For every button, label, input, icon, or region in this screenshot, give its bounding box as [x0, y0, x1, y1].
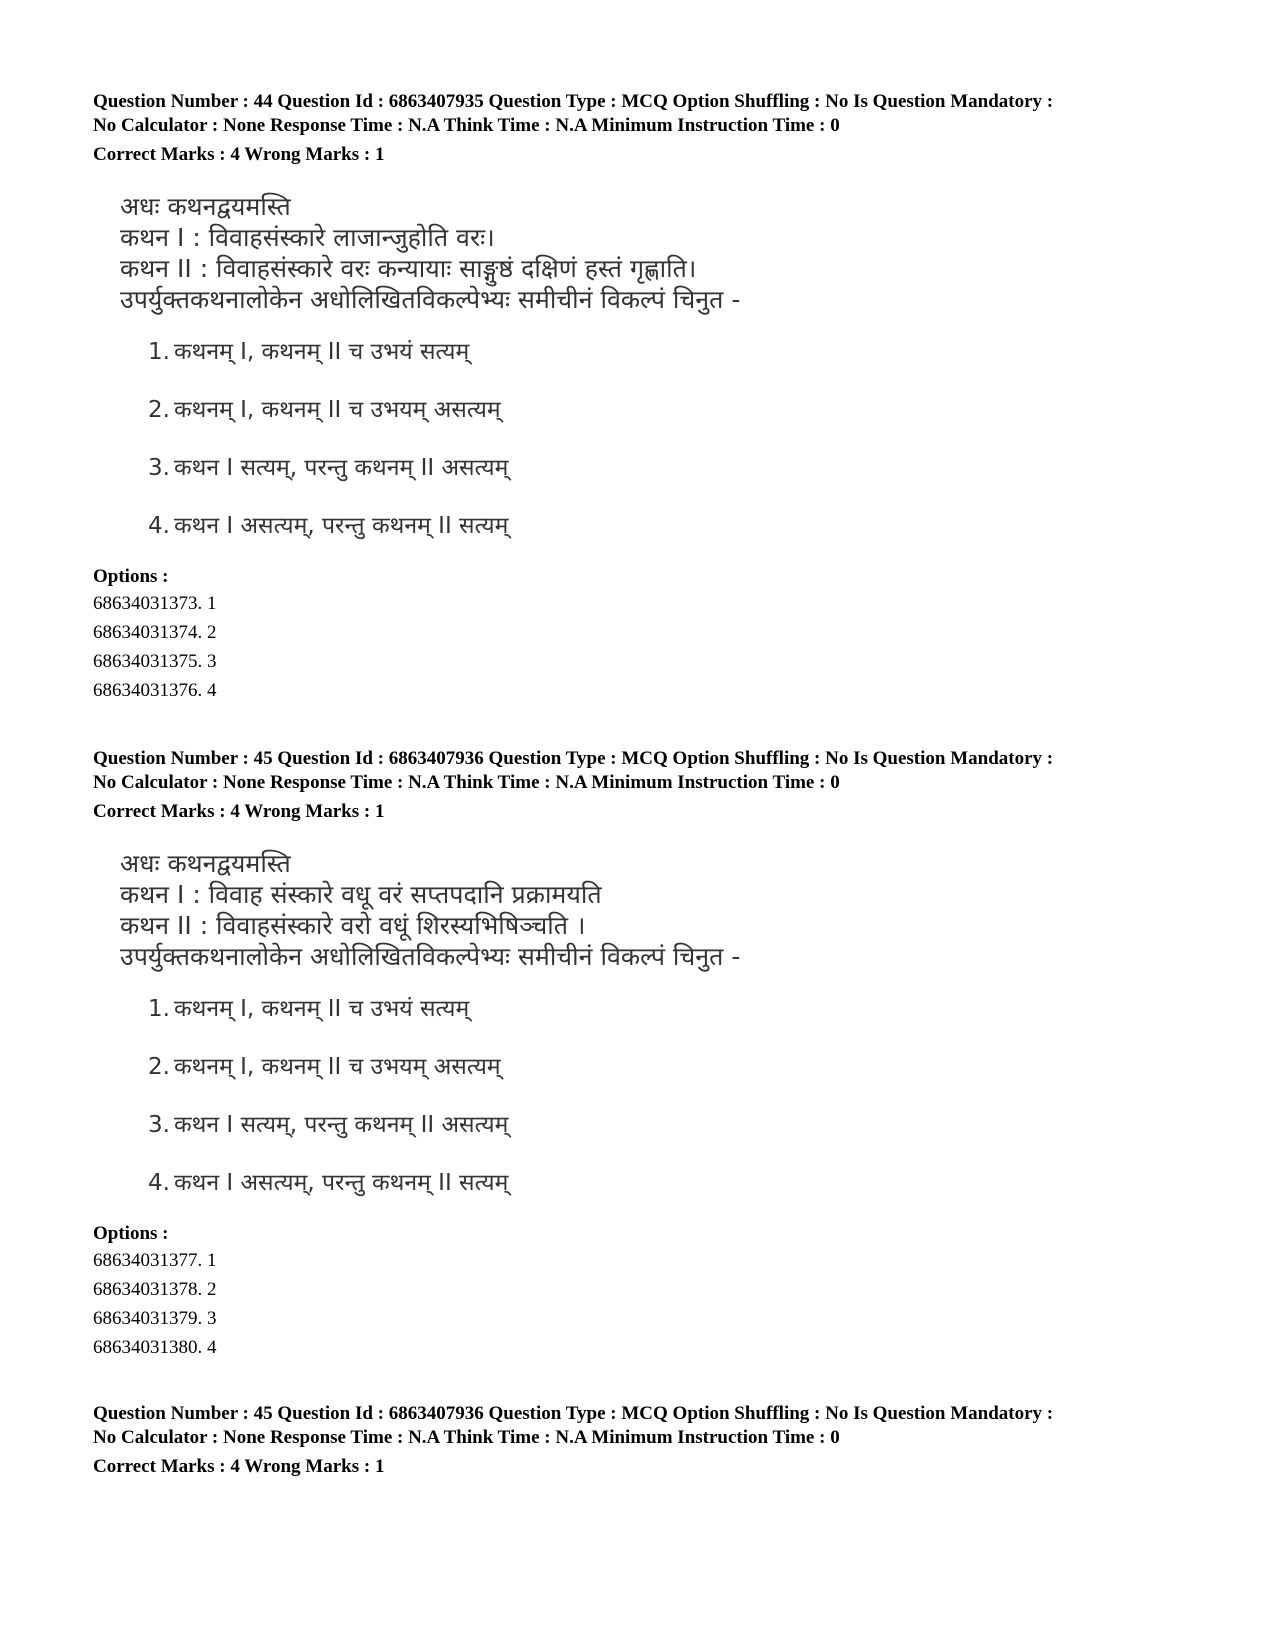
- choice-item: 2. कथनम् I, कथनम् II च उभयम् असत्यम्: [148, 1054, 501, 1080]
- choice-item: 2. कथनम् I, कथनम् II च उभयम् असत्यम्: [148, 397, 501, 423]
- choice-list: [148, 337, 820, 541]
- options-section: [93, 565, 1223, 705]
- options-label: Options :: [93, 1223, 169, 1244]
- question-image: [120, 191, 820, 541]
- question-block-45-repeat: [93, 1402, 1223, 1479]
- stem-line: कथन II : विवाहसंस्कारे वरः कन्यायाः साङ्गुष्ठं दक्षिणं हस्तं गृह्णाति।: [120, 254, 697, 283]
- question-meta: [93, 90, 1223, 138]
- choice-item: 1. कथनम् I, कथनम् II च उभयं सत्यम्: [148, 996, 470, 1022]
- option-row: 68634031373 . 1: [93, 589, 1223, 618]
- option-row: 68634031375 . 3: [93, 647, 1223, 676]
- stem-line: कथन II : विवाहसंस्कारे वरो वधूं शिरस्यभिषिञ्चति ।: [120, 911, 586, 940]
- question-block-44: [93, 90, 1223, 705]
- option-row: 68634031378 . 2: [93, 1275, 1223, 1304]
- question-meta-line-1: Question Number : 45 Question Id : 6863407936 Question Type : MCQ Option Shuffling : No Is Question Mandatory :: [93, 748, 1054, 769]
- question-marks: Correct Marks : 4 Wrong Marks : 1: [93, 1456, 385, 1477]
- choice-item: 4. कथन I असत्यम्, परन्तु कथनम् II सत्यम्: [148, 513, 509, 539]
- option-row: 68634031374 . 2: [93, 618, 1223, 647]
- stem-line: उपर्युक्तकथनालोकेन अधोलिखितविकल्पेभ्यः समीचीनं विकल्पं चिनुत -: [120, 285, 741, 314]
- options-label: Options :: [93, 566, 169, 587]
- question-meta-line-2: No Calculator : None Response Time : N.A Think Time : N.A Minimum Instruction Time : 0: [93, 1427, 840, 1448]
- choice-item: 1. कथनम् I, कथनम् II च उभयं सत्यम्: [148, 339, 470, 365]
- question-marks: Correct Marks : 4 Wrong Marks : 1: [93, 801, 385, 822]
- question-image: [120, 848, 820, 1198]
- options-section: [93, 1222, 1223, 1362]
- question-marks: Correct Marks : 4 Wrong Marks : 1: [93, 144, 385, 165]
- choice-item: 3. कथन I सत्यम्, परन्तु कथनम् II असत्यम्: [148, 455, 509, 481]
- stem-line: कथन I : विवाह संस्कारे वधू वरं सप्तपदानि प्रक्रामयति: [120, 880, 602, 909]
- option-row: 68634031380 . 4: [93, 1333, 1223, 1362]
- question-meta-line-1: Question Number : 45 Question Id : 6863407936 Question Type : MCQ Option Shuffling : No Is Question Mandatory :: [93, 1403, 1054, 1424]
- option-row: 68634031376 . 4: [93, 676, 1223, 705]
- question-meta-line-1: Question Number : 44 Question Id : 6863407935 Question Type : MCQ Option Shuffling : No Is Question Mandatory :: [93, 91, 1054, 112]
- choice-item: 4. कथन I असत्यम्, परन्तु कथनम् II सत्यम्: [148, 1170, 509, 1196]
- option-row: 68634031377 . 1: [93, 1246, 1223, 1275]
- question-block-45: [93, 747, 1223, 1362]
- stem-line: कथन I : विवाहसंस्कारे लाजान्जुहोति वरः।: [120, 223, 495, 252]
- choice-item: 3. कथन I सत्यम्, परन्तु कथनम् II असत्यम्: [148, 1112, 509, 1138]
- choice-list: [148, 994, 820, 1198]
- question-meta: [93, 747, 1223, 795]
- stem-line: उपर्युक्तकथनालोकेन अधोलिखितविकल्पेभ्यः समीचीनं विकल्पं चिनुत -: [120, 942, 741, 971]
- stem-line: अधः कथनद्वयमस्ति: [120, 192, 291, 221]
- question-meta-line-2: No Calculator : None Response Time : N.A Think Time : N.A Minimum Instruction Time : 0: [93, 772, 840, 793]
- stem-line: अधः कथनद्वयमस्ति: [120, 849, 291, 878]
- option-row: 68634031379 . 3: [93, 1304, 1223, 1333]
- question-meta: [93, 1402, 1223, 1450]
- question-meta-line-2: No Calculator : None Response Time : N.A Think Time : N.A Minimum Instruction Time : 0: [93, 115, 840, 136]
